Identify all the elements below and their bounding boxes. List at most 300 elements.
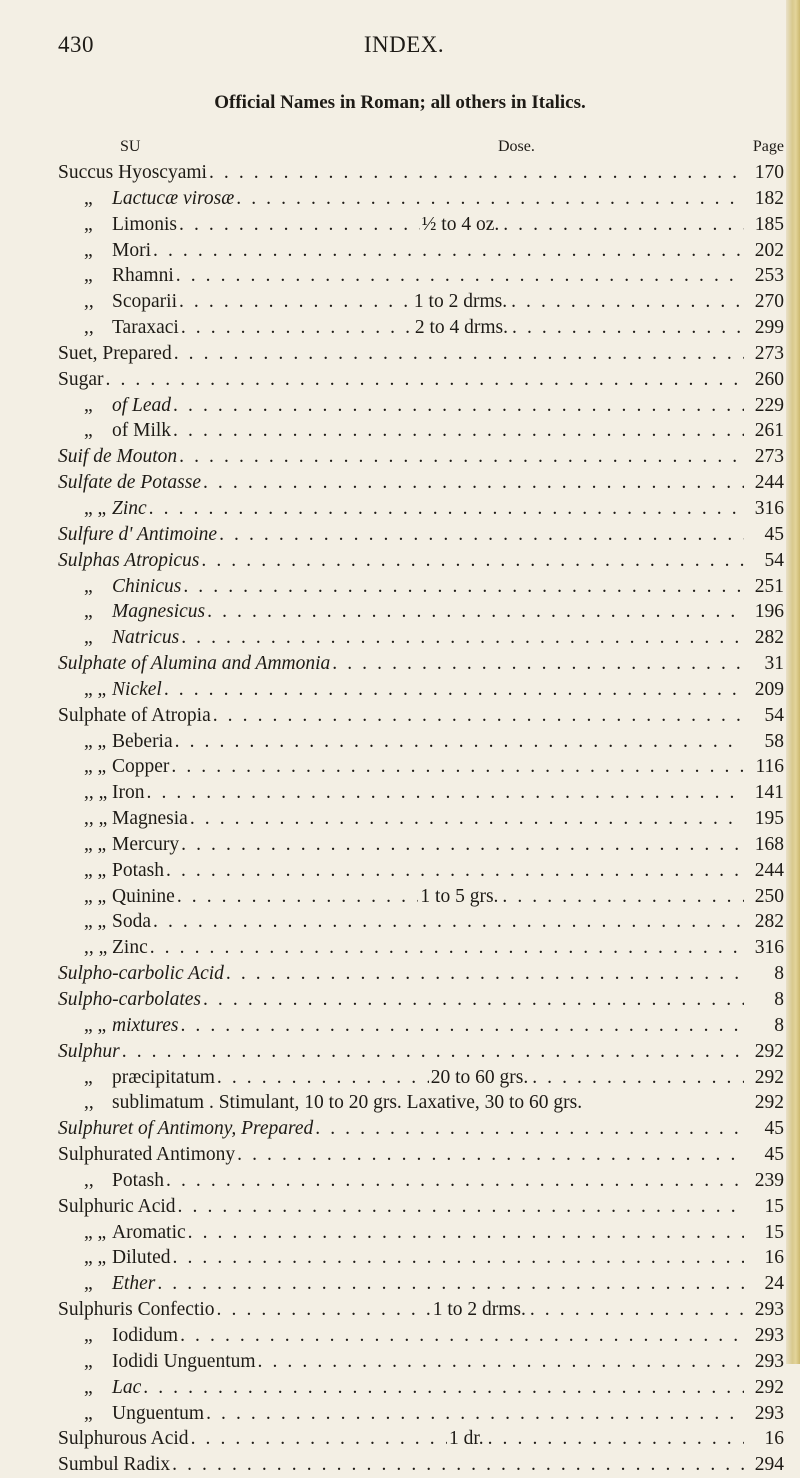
entry-name (58, 1349, 256, 1375)
entry-name (58, 780, 145, 806)
index-entry (58, 1426, 784, 1452)
index-entry (58, 1194, 784, 1220)
entry-page: 273 (754, 342, 784, 364)
entry-name (58, 212, 177, 238)
entry-page: 168 (754, 833, 784, 855)
ditto-mark: „ (84, 213, 93, 235)
dot-leader (171, 418, 744, 444)
entry-term: Iodidum (112, 1324, 179, 1346)
index-entry (58, 1375, 784, 1401)
index-entry (58, 729, 784, 755)
ditto-mark: „ (84, 601, 93, 623)
dot-leader (162, 677, 744, 703)
dot-leader (172, 341, 744, 367)
entry-page: 15 (764, 1221, 784, 1243)
index-entry (58, 625, 784, 651)
dot-leader (151, 909, 744, 935)
entry-term: Sulphate of Atropia (58, 704, 211, 726)
entry-term: Sulfate de Potasse (58, 472, 201, 494)
ditto-mark: „ (84, 1350, 93, 1372)
entry-term: Limonis (112, 213, 178, 235)
entry-name (58, 1401, 204, 1427)
entry-term: Nickel (112, 678, 162, 700)
dot-leader (177, 289, 412, 315)
ditto-mark: „ „ (84, 756, 107, 778)
entry-page: 260 (754, 368, 784, 390)
entry-page: 24 (764, 1273, 784, 1295)
entry-page: 282 (754, 911, 784, 933)
entry-term: Quinine (112, 885, 175, 907)
entry-name (58, 1323, 178, 1349)
entry-name (58, 1426, 189, 1452)
ditto-mark: „ (84, 575, 93, 597)
entry-name (58, 574, 181, 600)
entry-name (58, 1142, 235, 1168)
index-entry (58, 961, 784, 987)
entry-term: Beberia (112, 730, 173, 752)
ditto-mark: ,, (84, 1092, 94, 1114)
entry-term: Zinc (112, 937, 148, 959)
dot-leader (528, 1297, 744, 1323)
ditto-mark: „ (84, 1273, 93, 1295)
index-entry (58, 315, 784, 341)
dot-leader (179, 832, 744, 858)
entry-name (58, 418, 171, 444)
dot-leader (177, 444, 744, 470)
entry-term: Natricus (112, 627, 180, 649)
entry-term: Sulphurous Acid (58, 1428, 189, 1450)
entry-name (58, 1090, 582, 1116)
entry-page: 316 (754, 937, 784, 959)
dot-leader (509, 289, 744, 315)
entry-name (58, 315, 179, 341)
index-entry (58, 754, 784, 780)
dot-leader (179, 625, 744, 651)
index-entry (58, 393, 784, 419)
dot-leader (176, 1194, 744, 1220)
ditto-mark: „ (84, 187, 93, 209)
entry-term: of Milk (112, 420, 172, 442)
index-entry (58, 289, 784, 315)
entry-name (58, 1452, 170, 1478)
entry-term: Lac (112, 1376, 142, 1398)
dot-leader (155, 1271, 744, 1297)
dot-leader (147, 496, 744, 522)
ditto-mark: „ (84, 1402, 93, 1424)
index-entry (58, 599, 784, 625)
entry-page: 141 (754, 782, 784, 804)
entry-term: præcipitatum (112, 1066, 215, 1088)
entry-page: 292 (754, 1376, 784, 1398)
index-entry (58, 935, 784, 961)
dot-leader (179, 315, 413, 341)
entry-dose: 1 dr. (448, 1428, 484, 1450)
entry-term: Copper (112, 756, 170, 778)
entry-name (58, 496, 147, 522)
dot-leader (256, 1349, 744, 1375)
dot-leader (215, 1065, 429, 1091)
entry-page: 244 (754, 472, 784, 494)
ditto-mark: „ (84, 1066, 93, 1088)
dot-leader (510, 315, 744, 341)
entry-term: Ether (112, 1273, 156, 1295)
index-entry (58, 1065, 784, 1091)
entry-term: Lactucæ virosæ (112, 187, 235, 209)
entry-page: 292 (754, 1066, 784, 1088)
entry-name (58, 160, 207, 186)
ditto-mark: „ (84, 627, 93, 649)
index-entry (58, 186, 784, 212)
index-entry (58, 574, 784, 600)
index-entry (58, 341, 784, 367)
dot-leader (188, 806, 744, 832)
index-entry (58, 1245, 784, 1271)
entry-page: 250 (754, 885, 784, 907)
dot-leader (175, 884, 419, 910)
entry-name (58, 470, 201, 496)
entry-term: Suet, Prepared (58, 342, 172, 364)
entry-name (58, 289, 177, 315)
entry-name (58, 729, 173, 755)
ditto-mark: „ „ (84, 1247, 107, 1269)
entry-page: 202 (754, 239, 784, 261)
entry-term: Sulphas Atropicus (58, 549, 200, 571)
dot-leader (177, 212, 420, 238)
index-entries (58, 160, 784, 1478)
index-entry (58, 1220, 784, 1246)
entry-page: 45 (764, 523, 784, 545)
index-entry (58, 238, 784, 264)
entry-term: Potash (112, 859, 165, 881)
entry-dose: ½ to 4 oz. (421, 213, 500, 235)
index-entry (58, 444, 784, 470)
dot-leader (170, 1452, 744, 1478)
dot-leader (530, 1065, 744, 1091)
entry-page: 54 (764, 704, 784, 726)
dot-leader (486, 1426, 744, 1452)
index-entry (58, 548, 784, 574)
ditto-mark: „ „ (84, 885, 107, 907)
entry-page: 196 (754, 601, 784, 623)
column-header-key: SU (120, 138, 141, 155)
index-entry (58, 1039, 784, 1065)
entry-name (58, 522, 217, 548)
entry-term: Unguentum (112, 1402, 205, 1424)
ditto-mark: ,, „ (84, 937, 108, 959)
entry-name (58, 651, 330, 677)
dot-leader (201, 470, 744, 496)
entry-term: Rhamni (112, 265, 174, 287)
ditto-mark: ,, (84, 291, 94, 313)
entry-page: 273 (754, 446, 784, 468)
entry-term: Mori (112, 239, 151, 261)
index-entry (58, 1271, 784, 1297)
entry-dose: 1 to 2 drms. (432, 1299, 526, 1321)
entry-term: Sulpho-carbolic Acid (58, 963, 224, 985)
ditto-mark: „ (84, 394, 93, 416)
dot-leader (199, 548, 744, 574)
entry-name (58, 806, 188, 832)
entry-term: Sugar (58, 368, 104, 390)
ditto-mark: „ „ (84, 1221, 107, 1243)
entry-page: 261 (754, 420, 784, 442)
dot-leader (501, 212, 744, 238)
dot-leader (235, 1142, 744, 1168)
entry-name (58, 703, 211, 729)
entry-page: 31 (764, 653, 784, 675)
entry-term: Magnesicus (112, 601, 206, 623)
entry-name (58, 909, 151, 935)
ditto-mark: „ (84, 420, 93, 442)
index-entry (58, 832, 784, 858)
entry-page: 293 (754, 1350, 784, 1372)
ditto-mark: „ (84, 265, 93, 287)
entry-name (58, 1271, 155, 1297)
index-entry (58, 160, 784, 186)
running-title: INDEX. (363, 32, 445, 57)
ditto-mark: „ (84, 1376, 93, 1398)
dot-leader (205, 599, 744, 625)
index-entry (58, 806, 784, 832)
entry-page: 293 (754, 1299, 784, 1321)
ditto-mark: „ „ (84, 859, 107, 881)
dot-leader (330, 651, 744, 677)
entry-page: 209 (754, 678, 784, 700)
ditto-mark: ,, „ (84, 782, 108, 804)
index-entry (58, 263, 784, 289)
index-entry (58, 780, 784, 806)
entry-name (58, 625, 179, 651)
index-entry (58, 1142, 784, 1168)
index-entry (58, 884, 784, 910)
entry-name (58, 1013, 178, 1039)
index-subtitle: Official Names in Roman; all others in Italics. (214, 92, 586, 113)
entry-name (58, 832, 179, 858)
dot-leader (234, 186, 744, 212)
entry-name (58, 599, 205, 625)
entry-name (58, 444, 177, 470)
index-entry (58, 1452, 784, 1478)
entry-page: 293 (754, 1324, 784, 1346)
dot-leader (148, 935, 744, 961)
dot-leader (120, 1039, 744, 1065)
ditto-mark: ,, „ (84, 808, 108, 830)
dot-leader (141, 1375, 744, 1401)
entry-dose: 20 to 60 grs. (430, 1066, 529, 1088)
entry-term: Iodidi Unguentum (112, 1350, 256, 1372)
entry-page: 185 (754, 213, 784, 235)
index-entry (58, 418, 784, 444)
index-entry (58, 212, 784, 238)
dot-leader (171, 1245, 745, 1271)
entry-term: Sulfure d' Antimoine (58, 523, 218, 545)
entry-name (58, 1245, 171, 1271)
entry-page: 293 (754, 1402, 784, 1424)
entry-term: Soda (112, 911, 151, 933)
entry-term: Sulphurated Antimony (58, 1144, 236, 1166)
entry-page: 45 (764, 1144, 784, 1166)
entry-term: Sulphuret of Antimony, Prepared (58, 1118, 314, 1140)
dot-leader (164, 858, 744, 884)
entry-page: 316 (754, 497, 784, 519)
entry-page: 282 (754, 627, 784, 649)
entry-page: 8 (774, 1014, 784, 1036)
dot-leader (181, 574, 744, 600)
ditto-mark: „ (84, 239, 93, 261)
ditto-mark: „ „ (84, 730, 107, 752)
entry-term: Mercury (112, 833, 180, 855)
dot-leader (500, 884, 744, 910)
dot-leader (313, 1116, 744, 1142)
dot-leader (217, 522, 744, 548)
entry-name (58, 754, 169, 780)
entry-page: 253 (754, 265, 784, 287)
entry-page: 270 (754, 291, 784, 313)
index-entry (58, 496, 784, 522)
gilt-page-edge (786, 0, 800, 1364)
entry-name (58, 1375, 141, 1401)
column-header-dose: Dose. (498, 138, 535, 155)
entry-page: 54 (764, 549, 784, 571)
entry-term: Sumbul Radix (58, 1454, 171, 1476)
dot-leader (174, 263, 744, 289)
column-headers (120, 138, 784, 160)
entry-term: Sulphuric Acid (58, 1195, 176, 1217)
entry-page: 229 (754, 394, 784, 416)
ditto-mark: „ „ (84, 911, 107, 933)
entry-term: Sulphate of Alumina and Ammonia (58, 653, 331, 675)
page-number: 430 (58, 32, 94, 57)
running-header (58, 20, 750, 60)
entry-dose: 2 to 4 drms. (414, 317, 508, 339)
entry-term: mixtures (112, 1014, 179, 1036)
entry-dose: 1 to 5 grs. (420, 885, 499, 907)
index-entry (58, 1168, 784, 1194)
index-entry (58, 651, 784, 677)
entry-term: Sulphuris Confectio (58, 1299, 215, 1321)
index-entry (58, 367, 784, 393)
entry-term: Iron (112, 782, 145, 804)
dot-leader (151, 238, 744, 264)
entry-term: Succus Hyoscyami (58, 162, 207, 183)
entry-page: 195 (754, 808, 784, 830)
entry-term: of Lead (112, 394, 172, 416)
dot-leader (207, 160, 744, 186)
entry-term: Zinc (112, 497, 147, 519)
entry-name (58, 1194, 176, 1220)
entry-name (58, 1220, 186, 1246)
ditto-mark: ,, (84, 1169, 94, 1191)
ditto-mark: „ „ (84, 678, 107, 700)
entry-name (58, 1116, 313, 1142)
entry-page: 299 (754, 317, 784, 339)
entry-page: 170 (754, 162, 784, 183)
dot-leader (186, 1220, 744, 1246)
ditto-mark: ,, (84, 317, 94, 339)
entry-name (58, 548, 199, 574)
entry-name (58, 677, 162, 703)
entry-page: 16 (764, 1428, 784, 1450)
entry-name (58, 1297, 215, 1323)
index-entry (58, 987, 784, 1013)
index-entry (58, 1349, 784, 1375)
dot-leader (145, 780, 745, 806)
index-entry (58, 1323, 784, 1349)
dot-leader (104, 367, 745, 393)
entry-name (58, 961, 224, 987)
dot-leader (178, 1323, 744, 1349)
index-entry (58, 470, 784, 496)
entry-term: Sulpho-carbolates (58, 989, 201, 1010)
entry-page: 292 (754, 1092, 784, 1114)
entry-page: 244 (754, 859, 784, 881)
entry-page: 58 (764, 730, 784, 752)
column-header-page: Page (752, 138, 784, 155)
index-entry (58, 1297, 784, 1323)
entry-dose: 1 to 2 drms. (413, 291, 508, 313)
entry-term: Taraxaci (112, 317, 179, 339)
entry-page: 15 (764, 1195, 784, 1217)
index-entry (58, 1090, 784, 1116)
index-entry (58, 522, 784, 548)
entry-page: 8 (774, 963, 784, 985)
entry-name (58, 1168, 164, 1194)
entry-page: 8 (774, 989, 784, 1010)
entry-term: Aromatic (112, 1221, 186, 1243)
index-entry (58, 703, 784, 729)
entry-page: 251 (754, 575, 784, 597)
dot-leader (204, 1401, 744, 1427)
dot-leader (171, 393, 744, 419)
dot-leader (201, 987, 744, 1013)
entry-name (58, 935, 148, 961)
entry-page: 16 (764, 1247, 784, 1269)
ditto-mark: „ „ (84, 833, 107, 855)
dot-leader (169, 754, 744, 780)
entry-name (58, 263, 174, 289)
entry-term: Chinicus (112, 575, 182, 597)
entry-name (58, 238, 151, 264)
entry-term: Magnesia (112, 808, 188, 830)
entry-name (58, 393, 171, 419)
entry-name (58, 1039, 120, 1065)
entry-term: Sulphur (58, 1040, 120, 1062)
dot-leader (178, 1013, 744, 1039)
entry-term: Scoparii (112, 291, 177, 313)
entry-term: Suif de Mouton (58, 446, 178, 468)
entry-name (58, 1065, 215, 1091)
ditto-mark: „ (84, 1324, 93, 1346)
entry-name (58, 367, 104, 393)
ditto-mark: „ „ (84, 497, 107, 519)
entry-name (58, 186, 234, 212)
entry-name (58, 858, 164, 884)
ditto-mark: „ „ (84, 1014, 107, 1036)
dot-leader (164, 1168, 744, 1194)
index-entry (58, 1116, 784, 1142)
dot-leader (215, 1297, 431, 1323)
index-entry (58, 858, 784, 884)
entry-page: 45 (764, 1118, 784, 1140)
entry-page: 294 (754, 1454, 784, 1476)
index-entry (58, 1401, 784, 1427)
entry-term: Potash (112, 1169, 165, 1191)
entry-name (58, 341, 172, 367)
entry-term: sublimatum . Stimulant, 10 to 20 grs. Laxative, 30 to 60 grs. (112, 1092, 583, 1114)
dot-leader (189, 1426, 447, 1452)
entry-page: 292 (754, 1040, 784, 1062)
entry-term: Diluted (112, 1247, 171, 1269)
